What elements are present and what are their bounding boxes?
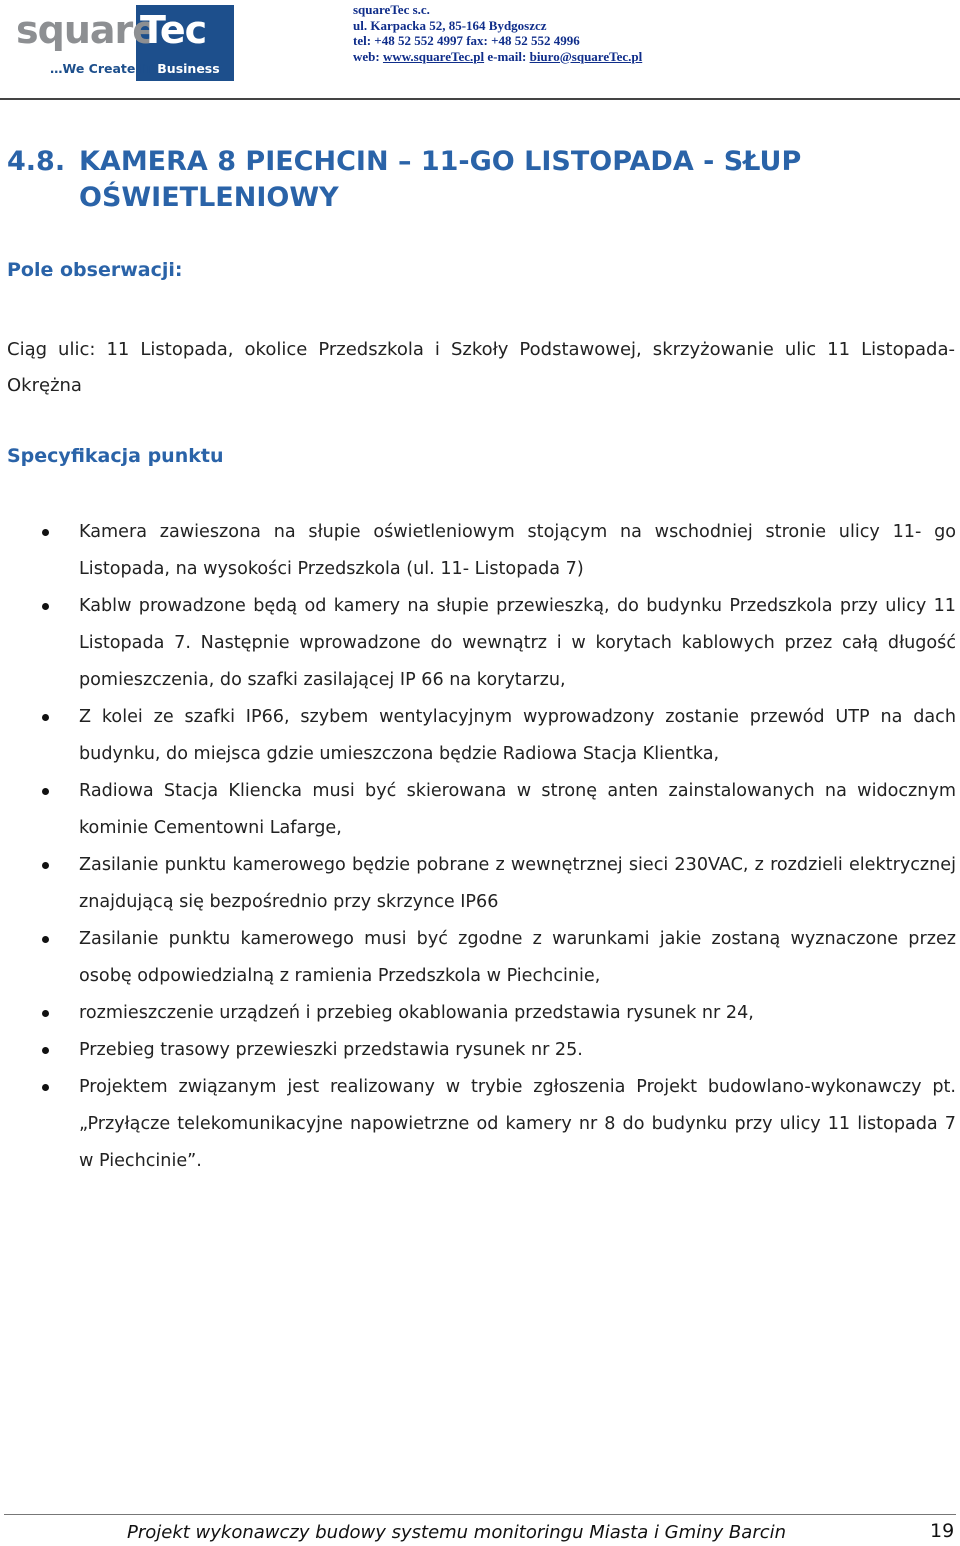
bullet-icon xyxy=(42,529,49,536)
bullet-icon xyxy=(42,714,49,721)
bullet-icon xyxy=(42,862,49,869)
observation-text: Ciąg ulic: 11 Listopada, okolice Przedszkola i Szkoły Podstawowej, skrzyżowanie ulic 11 Listopada- Okrężna xyxy=(7,339,955,396)
company-info xyxy=(353,2,642,64)
header-divider xyxy=(0,98,960,100)
list-item xyxy=(0,588,960,699)
list-item-text: Radiowa Stacja Kliencka musi być skierowana w stronę anten zainstalowanych na widocznym kominie Cementowni Lafarge, xyxy=(79,781,956,838)
company-logo xyxy=(12,4,238,82)
web-label: web: xyxy=(353,48,380,64)
logo-tagline-highlight: Business xyxy=(157,61,220,76)
company-address: ul. Karpacka 52, 85-164 Bydgoszcz xyxy=(353,17,547,33)
observation-heading: Pole obserwacji: xyxy=(7,259,183,281)
footer-divider xyxy=(4,1514,956,1515)
list-item-text: Przebieg trasowy przewieszki przedstawia rysunek nr 25. xyxy=(79,1040,583,1060)
email-label: e-mail: xyxy=(487,48,527,64)
specification-heading: Specyfikacja punktu xyxy=(7,445,224,467)
specification-list xyxy=(0,514,960,1180)
list-item xyxy=(0,847,960,921)
section-title-line1: KAMERA 8 PIECHCIN – 11-GO LISTOPADA - SŁUP xyxy=(79,146,802,177)
list-item-text: Kablw prowadzone będą od kamery na słupie przewieszką, do budynku Przedszkola przy ulicy 11 Listopada 7. Następnie wprowadzone do wewnątrz i w korytach kablowych przez całą długość pomieszczenia, do szafki zasilającej IP 66 na korytarzu, xyxy=(79,596,956,690)
page-number: 19 xyxy=(930,1520,955,1542)
bullet-icon xyxy=(42,788,49,795)
footer-text: Projekt wykonawczy budowy systemu monitoringu Miasta i Gminy Barcin xyxy=(127,1522,787,1543)
page-header xyxy=(0,0,960,100)
section-heading xyxy=(7,144,907,216)
company-name: squareTec s.c. xyxy=(353,2,430,17)
list-item xyxy=(0,699,960,773)
list-item-text: Zasilanie punktu kamerowego będzie pobrane z wewnętrznej sieci 230VAC, z rozdzieli elektrycznej znajdującą się bezpośrednio przy skrzynce IP66 xyxy=(79,855,956,912)
list-item xyxy=(0,514,960,588)
logo-tagline xyxy=(50,61,220,76)
list-item xyxy=(0,921,960,995)
list-item xyxy=(0,773,960,847)
list-item-text: Kamera zawieszona na słupie oświetleniowym stojącym na wschodniej stronie ulicy 11- go Listopada, na wysokości Przedszkola (ul. 11- Listopada 7) xyxy=(79,522,956,579)
logo-brand-right: Tec xyxy=(140,8,207,52)
bullet-icon xyxy=(42,1084,49,1091)
logo-tagline-prefix: …We Create IT xyxy=(50,61,158,76)
list-item-text: Z kolei ze szafki IP66, szybem wentylacyjnym wyprowadzony zostanie przewód UTP na dach budynku, do miejsca gdzie umieszczona będzie Radiowa Stacja Klientka, xyxy=(79,707,956,764)
list-item xyxy=(0,1069,960,1180)
section-title-line2: OŚWIETLENIOWY xyxy=(79,182,339,213)
list-item xyxy=(0,1032,960,1069)
logo-brand-left: square xyxy=(16,8,158,52)
list-item-text: Zasilanie punktu kamerowego musi być zgodne z warunkami jakie zostaną wyznaczone przez osobę odpowiedzialną z ramienia Przedszkola w Piechcinie, xyxy=(79,929,956,986)
company-web-line xyxy=(353,49,642,65)
bullet-icon xyxy=(42,936,49,943)
list-item-text: rozmieszczenie urządzeń i przebieg okablowania przedstawia rysunek nr 24, xyxy=(79,1003,754,1023)
section-number: 4.8. xyxy=(7,146,66,177)
email-link[interactable]: biuro@squareTec.pl xyxy=(529,48,643,64)
bullet-icon xyxy=(42,1010,49,1017)
bullet-icon xyxy=(42,1047,49,1054)
bullet-icon xyxy=(42,603,49,610)
company-phones: tel: +48 52 552 4997 fax: +48 52 552 4996 xyxy=(353,33,580,48)
list-item-text: Projektem związanym jest realizowany w trybie zgłoszenia Projekt budowlano-wykonawczy pt. „Przyłącze telekomunikacyjne napowietrzne od kamery nr 8 do budynku przy ulicy 11 listopada 7 w Piechcinie”. xyxy=(79,1077,956,1171)
list-item xyxy=(0,995,960,1032)
web-link[interactable]: www.squareTec.pl xyxy=(382,48,485,64)
